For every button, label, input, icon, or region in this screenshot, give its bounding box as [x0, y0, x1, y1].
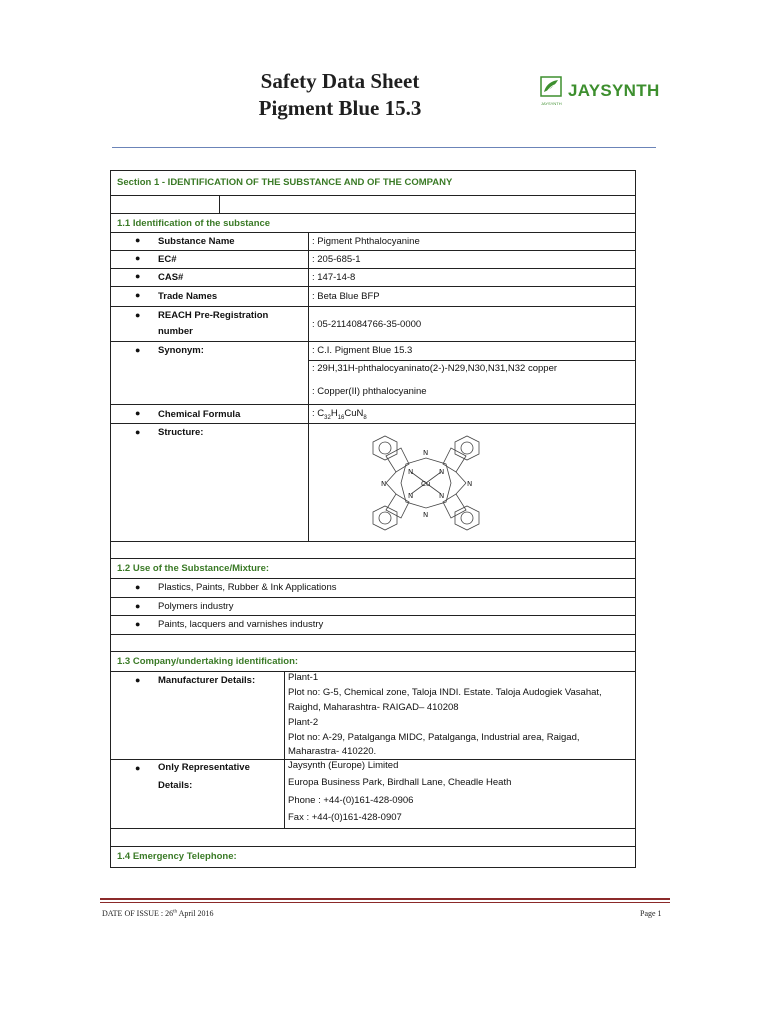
chemical-formula: : $C_{32}H_{16}CuN_8$ — [312, 408, 367, 421]
structure-label-n: N — [381, 480, 387, 488]
table-row — [111, 672, 635, 760]
manufacturer-line: Plant-2 — [288, 717, 319, 728]
structure-label-n: N — [408, 468, 414, 476]
row-value: : 147-14-8 — [312, 272, 356, 283]
section-1-4-heading: 1.4 Emergency Telephone: — [117, 851, 237, 862]
structure-label-n: N — [423, 511, 429, 519]
bullet-icon: ● — [135, 235, 141, 245]
list-item — [111, 579, 635, 598]
section-1-3-heading: 1.3 Company/undertaking identification: — [117, 656, 299, 667]
section-1-3-heading-row — [111, 652, 635, 672]
section1-heading-row — [111, 171, 635, 196]
row-value: : 205-685-1 — [312, 254, 361, 265]
fax-line: Fax : +44-(0)161-428-0907 — [288, 812, 402, 823]
bullet-icon: ● — [135, 427, 141, 437]
list-item — [111, 616, 635, 635]
bullet-icon: ● — [135, 582, 141, 592]
row-label: Trade Names — [158, 291, 218, 302]
issue-date: DATE OF ISSUE : 26th April 2016 — [102, 909, 214, 918]
table-row — [111, 269, 635, 287]
table-row — [111, 233, 635, 251]
structure-label-n: N — [467, 480, 473, 488]
bullet-icon: ● — [135, 619, 141, 629]
row-label: Only Representative — [158, 762, 250, 773]
table-row — [111, 251, 635, 269]
phone-line: Phone : +44-(0)161-428-0906 — [288, 795, 414, 806]
bullet-icon: ● — [135, 271, 141, 281]
row-label: Manufacturer Details: — [158, 675, 256, 686]
synonym-value-1: : C.I. Pigment Blue 15.3 — [312, 345, 413, 356]
synonym-value-2: : 29H,31H-phthalocyaninato(2-)-N29,N30,N31,N32 copper — [312, 363, 558, 374]
manufacturer-line: Raighd, Maharashtra- RAIGAD– 410208 — [288, 702, 459, 713]
row-value: : Beta Blue BFP — [312, 291, 380, 302]
empty-row — [111, 542, 635, 559]
header-divider — [112, 147, 656, 148]
footer-divider-thin — [100, 902, 670, 903]
row-value: : Pigment Phthalocyanine — [312, 236, 420, 247]
row-label-continued: number — [158, 326, 193, 337]
section-1-2-heading: 1.2 Use of the Substance/Mixture: — [117, 563, 270, 574]
empty-row — [111, 829, 635, 847]
bullet-icon: ● — [135, 253, 141, 263]
section1-heading: Section 1 - IDENTIFICATION OF THE SUBSTANCE AND OF THE COMPANY — [117, 177, 453, 188]
bullet-icon: ● — [135, 601, 141, 611]
structure-label-n: N — [439, 468, 445, 476]
bullet-icon: ● — [135, 408, 141, 418]
bullet-icon: ● — [135, 763, 141, 773]
empty-row — [111, 635, 635, 652]
manufacturer-line: Plot no: A-29, Patalganga MIDC, Patalganga, Industrial area, Raigad, — [288, 732, 580, 743]
table-row — [111, 760, 635, 829]
structure-label-n: N — [408, 492, 414, 500]
manufacturer-line: Plot no: G-5, Chemical zone, Taloja INDI. Estate. Taloja Audogiek Vasahat, — [288, 687, 602, 698]
structure-label-n: N — [439, 492, 445, 500]
table-row — [111, 424, 635, 542]
row-label: Structure: — [158, 427, 204, 438]
bullet-icon: ● — [135, 310, 141, 320]
row-label: Synonym: — [158, 345, 204, 356]
page-number: Page 1 — [640, 909, 662, 918]
table-row — [111, 307, 635, 342]
bullet-icon: ● — [135, 675, 141, 685]
table-row — [111, 287, 635, 307]
representative-line: Europa Business Park, Birdhall Lane, Cheadle Heath — [288, 777, 512, 788]
row-label: REACH Pre-Registration — [158, 310, 269, 321]
list-item — [111, 598, 635, 616]
bullet-icon: ● — [135, 345, 141, 355]
structure-label-cu: Cu — [421, 480, 431, 488]
manufacturer-line: Plant-1 — [288, 672, 319, 683]
use-item: Polymers industry — [158, 601, 234, 612]
representative-line: Jaysynth (Europe) Limited — [288, 760, 399, 771]
document-title-line2: Pigment Blue 15.3 — [258, 96, 422, 120]
row-label: CAS# — [158, 272, 184, 283]
footer-divider — [100, 898, 670, 900]
section-1-1-heading-row — [111, 214, 635, 233]
section-table — [110, 170, 636, 868]
bullet-icon: ● — [135, 290, 141, 300]
synonym-value-3: : Copper(II) phthalocyanine — [312, 386, 427, 397]
row-label: Chemical Formula — [158, 409, 241, 420]
use-item: Plastics, Paints, Rubber & Ink Applications — [158, 582, 337, 593]
section-1-2-heading-row — [111, 559, 635, 579]
table-row — [111, 342, 635, 405]
section-1-1-heading: 1.1 Identification of the substance — [117, 218, 271, 229]
structure-label-n: N — [423, 449, 429, 457]
section-1-4-heading-row — [111, 847, 635, 867]
row-label: Substance Name — [158, 236, 235, 247]
empty-row — [111, 196, 635, 214]
row-label: EC# — [158, 254, 177, 265]
molecular-structure-image — [351, 428, 501, 538]
row-label-continued: Details: — [158, 780, 193, 791]
row-value: : 05-2114084766-35-0000 — [312, 319, 422, 330]
manufacturer-line: Maharastra- 410220. — [288, 746, 377, 757]
logo-wordmark: JAYSYNTH — [568, 81, 660, 100]
table-row — [111, 405, 635, 424]
document-title-line1: Safety Data Sheet — [260, 69, 420, 93]
use-item: Paints, lacquers and varnishes industry — [158, 619, 324, 630]
logo-subtext: JAYSYNTH — [541, 101, 562, 106]
